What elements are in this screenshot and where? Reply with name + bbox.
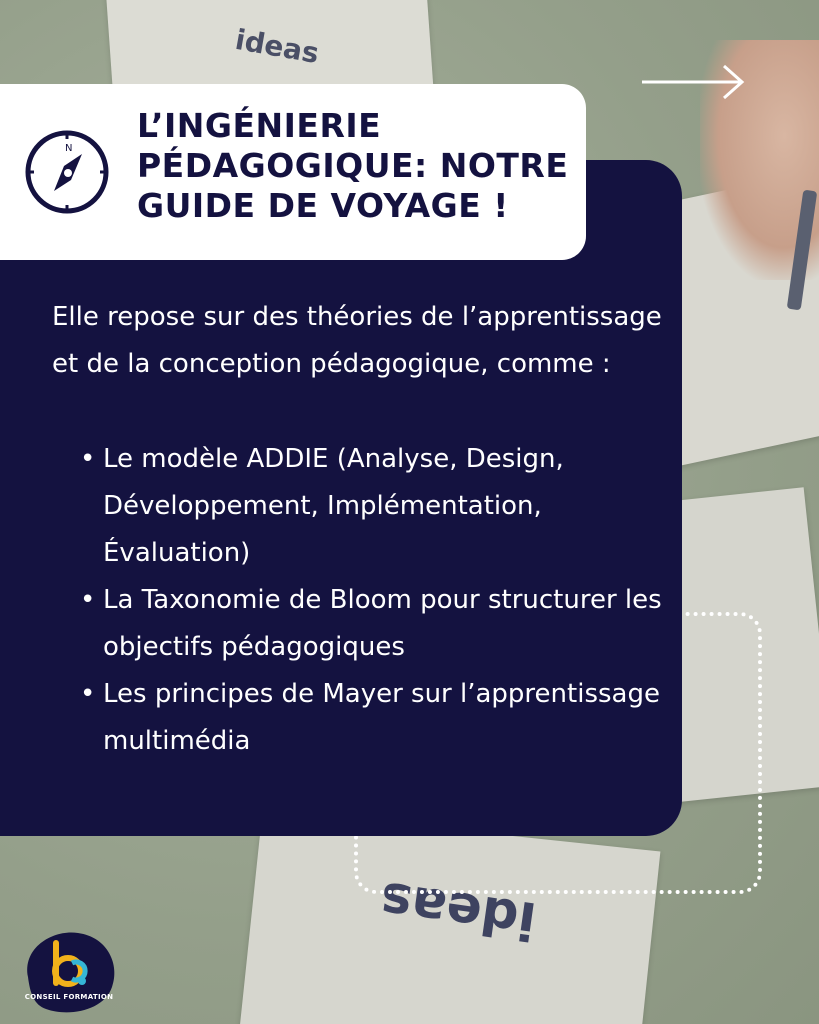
logo-caption: CONSEIL FORMATION	[24, 993, 114, 1001]
compass-icon	[24, 129, 110, 215]
compass-letter: N	[65, 143, 73, 154]
list-item	[58, 671, 670, 765]
scribble-ideas-top: ideas	[232, 22, 322, 71]
list-item-text: Le modèle ADDIE (Analyse, Design, Développement, Implémentation, Évaluation)	[103, 444, 564, 568]
scribble-ideas-bottom: ideas	[376, 869, 540, 951]
arrow-right-icon	[642, 64, 746, 100]
list-item-text: Les principes de Mayer sur l’apprentissage multimédia	[103, 679, 660, 756]
list-item	[58, 436, 670, 577]
bullet-list	[58, 436, 670, 765]
company-logo	[16, 925, 122, 1019]
list-item	[58, 577, 670, 671]
intro-text: Elle repose sur des théories de l’apprentissage et de la conception pédagogique, comme :	[52, 302, 662, 379]
list-item-text: La Taxonomie de Bloom pour structurer les objectifs pédagogiques	[103, 585, 662, 662]
bullet-dot: •	[80, 679, 96, 709]
page-title: L’INGÉNIERIE PÉDAGOGIQUE: NOTRE GUIDE DE VOYAGE !	[137, 106, 569, 225]
bullet-dot: •	[80, 444, 96, 474]
bullet-dot: •	[80, 585, 96, 615]
